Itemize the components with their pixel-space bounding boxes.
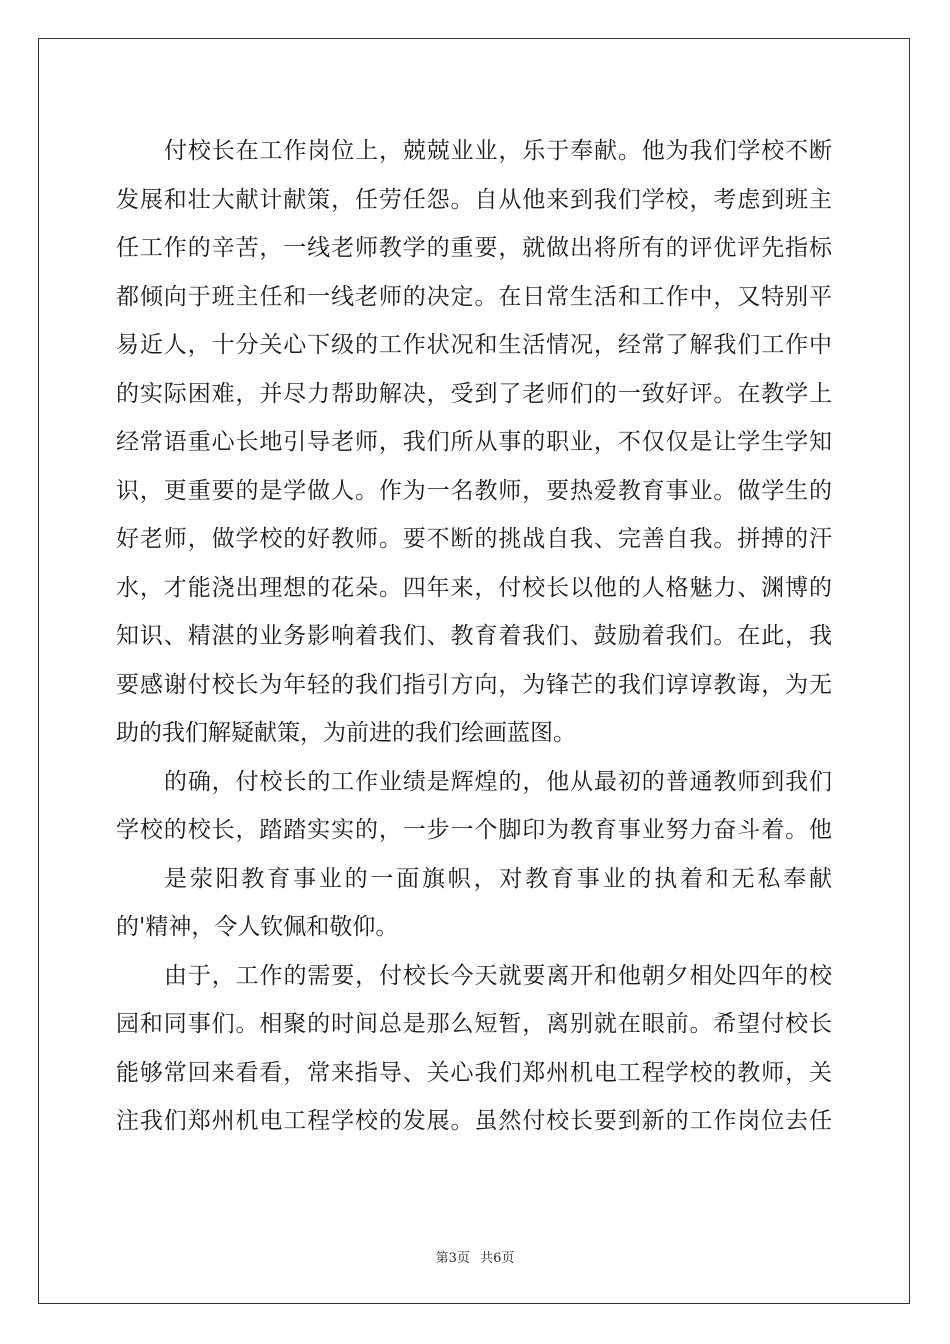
paragraph-3-line-3: 能够常回来看看，常来指导、关心我们郑州机电工程学校的教师，关: [116, 1059, 832, 1086]
paragraph-1-line-2: 发展和壮大献计献策，任劳任怨。自从他来到我们学校，考虑到班主: [116, 186, 832, 213]
paragraph-1-line-12: 要感谢付校长为年轻的我们指引方向，为锋芒的我们谆谆教诲，为无: [116, 671, 832, 698]
paragraph-1-line-3: 任工作的辛苦，一线老师教学的重要，就做出将所有的评优评先指标: [116, 235, 832, 261]
paragraph-3-line-2: 园和同事们。相聚的时间总是那么短暂，离别就在眼前。希望付校长: [116, 1011, 832, 1037]
paragraph-3-line-1: 由于，工作的需要，付校长今天就要离开和他朝夕相处四年的校: [164, 962, 832, 989]
paragraph-1-line-6: 的实际困难，并尽力帮助解决，受到了老师们的一致好评。在教学上: [116, 380, 832, 407]
document-body: [116, 127, 832, 1146]
paragraph-1-line-10: 水，才能浇出理想的花朵。四年来，付校长以他的人格魅力、渊博的: [116, 574, 832, 601]
paragraph-1-line-13: 助的我们解疑献策，为前进的我们绘画蓝图。: [116, 720, 576, 746]
page-footer: [0, 1247, 950, 1266]
paragraph-2-line-2: 学校的校长，踏踏实实的，一步一个脚印为教育事业努力奋斗着。他: [116, 817, 832, 843]
paragraph-2-line-1: 的确，付校长的工作业绩是辉煌的，他从最初的普通教师到我们: [164, 768, 832, 795]
paragraph-2-line-4: 的'精神，令人钦佩和敬仰。: [116, 914, 399, 940]
paragraph-1-line-11: 知识、精湛的业务影响着我们、教育着我们、鼓励着我们。在此，我: [116, 623, 832, 649]
page-number-current: 第3页: [435, 1251, 470, 1266]
paragraph-3-line-4: 注我们郑州机电工程学校的发展。虽然付校长要到新的工作岗位去任: [116, 1108, 832, 1134]
paragraph-1-line-5: 易近人，十分关心下级的工作状况和生活情况，经常了解我们工作中: [116, 332, 832, 358]
paragraph-1-line-7: 经常语重心长地引导老师，我们所从事的职业，不仅仅是让学生学知: [116, 429, 832, 455]
paragraph-1-line-4: 都倾向于班主任和一线老师的决定。在日常生活和工作中，又特别平: [116, 283, 832, 310]
page-number-total: 共6页: [480, 1251, 515, 1266]
paragraph-1-line-8: 识，更重要的是学做人。作为一名教师，要热爱教育事业。做学生的: [116, 477, 832, 504]
paragraph-2-line-3: 是荥阳教育事业的一面旗帜，对教育事业的执着和无私奉献: [164, 865, 832, 892]
paragraph-1-line-1: 付校长在工作岗位上，兢兢业业，乐于奉献。他为我们学校不断: [164, 138, 832, 164]
paragraph-1-line-9: 好老师，做学校的好教师。要不断的挑战自我、完善自我。拼搏的汗: [116, 526, 832, 552]
